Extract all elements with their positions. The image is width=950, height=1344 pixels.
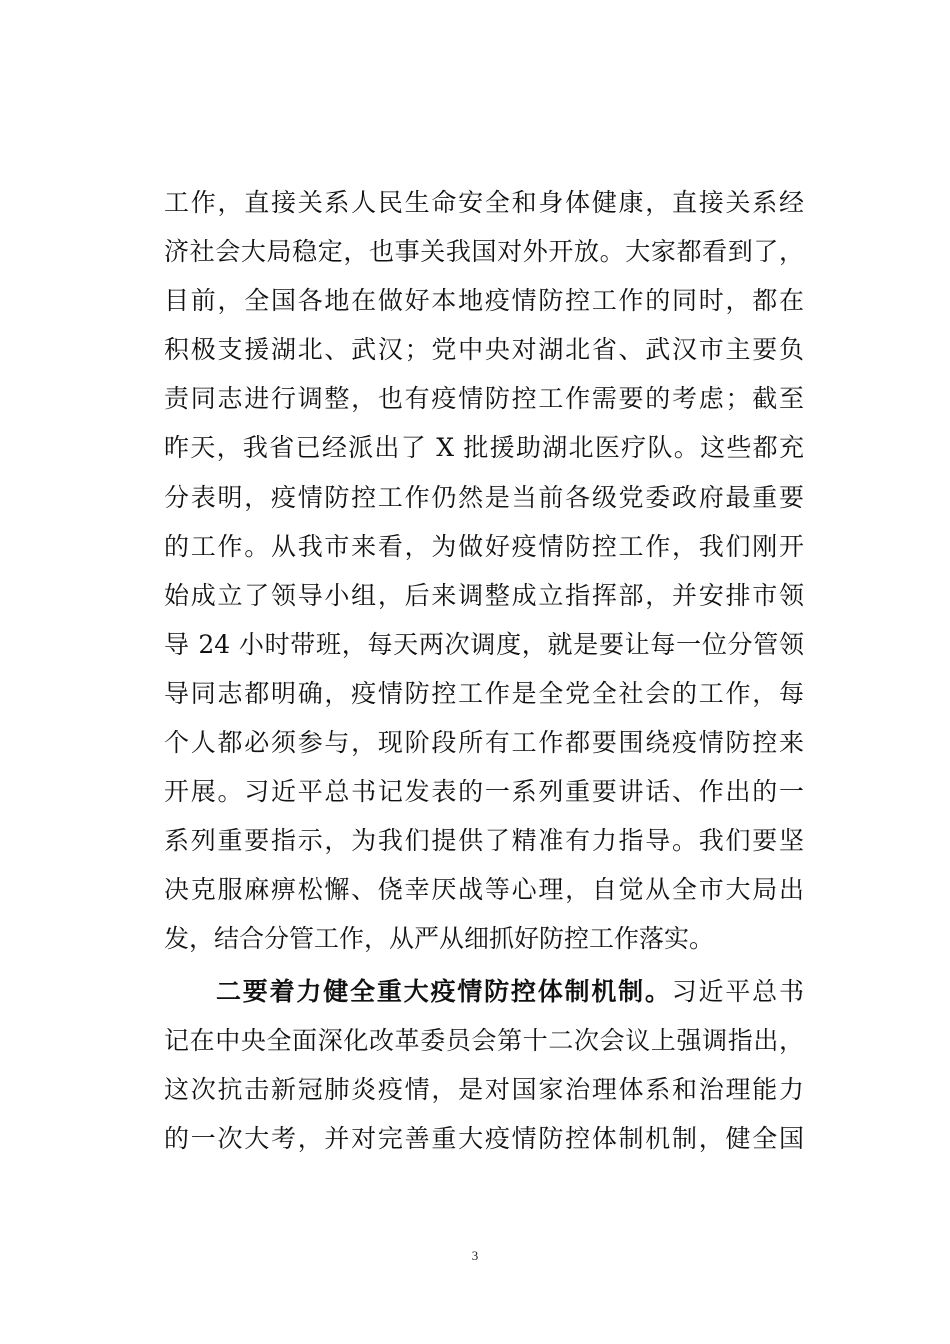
section-heading: 二要着力健全重大疫情防控体制机制。 (216, 976, 672, 1006)
text-line: 发，结合分管工作，从严从细抓好防控工作落实。 (164, 924, 715, 954)
text-line: 的一次大考，并对完善重大疫情防控体制机制，健全国 (164, 1123, 804, 1153)
paragraph-2 (164, 967, 804, 1163)
text-line: 系列重要指示，为我们提供了精准有力指导。我们要坚 (164, 826, 804, 856)
document-body (164, 178, 804, 1163)
text-line: 济社会大局稳定，也事关我国对外开放。大家都看到了， (164, 237, 804, 267)
heading-followup-text: 习近平总书 (671, 976, 804, 1006)
text-line: 的工作。从我市来看，为做好疫情防控工作，我们刚开 (164, 531, 804, 561)
text-line: 目前，全国各地在做好本地疫情防控工作的同时，都在 (164, 286, 804, 316)
text-line: 记在中央全面深化改革委员会第十二次会议上强调指出， (164, 1025, 804, 1055)
text-line: 分表明，疫情防控工作仍然是当前各级党委政府最重要 (164, 482, 804, 512)
paragraph-1 (164, 178, 804, 964)
text-line (164, 967, 804, 1016)
text-line: 始成立了领导小组，后来调整成立指挥部，并安排市领 (164, 580, 804, 610)
page-number: 3 (471, 1248, 479, 1263)
text-line: 积极支援湖北、武汉；党中央对湖北省、武汉市主要负 (164, 335, 804, 365)
text-line: 决克服麻痹松懈、侥幸厌战等心理，自觉从全市大局出 (164, 875, 804, 905)
text-line: 这次抗击新冠肺炎疫情，是对国家治理体系和治理能力 (164, 1074, 804, 1104)
text-line: 导同志都明确，疫情防控工作是全党全社会的工作，每 (164, 678, 804, 708)
text-line: 开展。习近平总书记发表的一系列重要讲话、作出的一 (164, 777, 804, 807)
text-line: 导 24 小时带班，每天两次调度，就是要让每一位分管领 (164, 629, 804, 659)
text-line: 个人都必须参与，现阶段所有工作都要围绕疫情防控来 (164, 728, 804, 758)
text-line: 昨天，我省已经派出了 X 批援助湖北医疗队。这些都充 (164, 433, 804, 463)
text-line: 责同志进行调整，也有疫情防控工作需要的考虑；截至 (164, 384, 804, 414)
text-line: 工作，直接关系人民生命安全和身体健康，直接关系经 (164, 188, 804, 217)
